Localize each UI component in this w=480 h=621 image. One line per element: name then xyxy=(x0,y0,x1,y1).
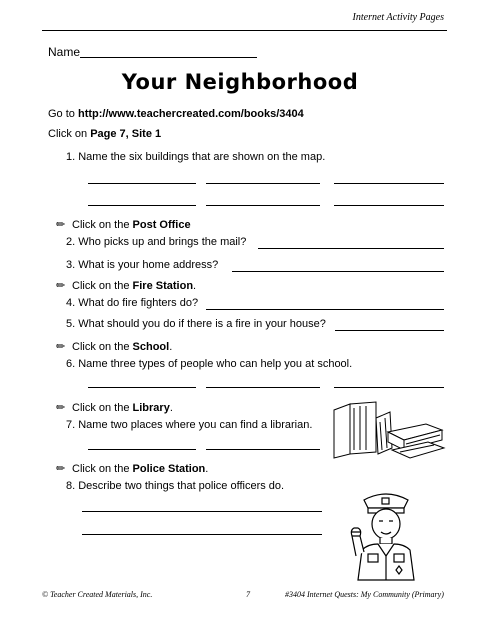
books-illustration xyxy=(330,398,448,460)
question-2: 2. Who picks up and brings the mail? xyxy=(66,236,247,248)
click-prefix: Click on xyxy=(48,128,91,140)
answer-line[interactable] xyxy=(88,449,196,450)
answer-line[interactable] xyxy=(334,205,444,206)
click-target: Page 7, Site 1 xyxy=(90,128,162,140)
section-library: ✏ Click on the Library. xyxy=(56,402,173,414)
question-1: 1. Name the six buildings that are shown on the map. xyxy=(66,151,326,163)
answer-line[interactable] xyxy=(206,205,320,206)
pencil-icon: ✏ xyxy=(56,463,66,475)
footer-book-title: #3404 Internet Quests: My Community (Primary) xyxy=(285,590,444,599)
question-8: 8. Describe two things that police officers do. xyxy=(66,480,285,492)
name-answer-line[interactable] xyxy=(80,57,257,58)
goto-url[interactable]: http://www.teachercreated.com/books/3404 xyxy=(77,108,304,120)
section-fire-station: ✏ Click on the Fire Station. xyxy=(56,280,197,292)
answer-line[interactable] xyxy=(334,387,444,388)
answer-line[interactable] xyxy=(88,387,196,388)
answer-line[interactable] xyxy=(82,511,322,512)
answer-line[interactable] xyxy=(334,183,444,184)
police-officer-illustration xyxy=(338,486,434,582)
footer-page-number: 7 xyxy=(246,590,250,599)
question-3: 3. What is your home address? xyxy=(66,259,219,271)
answer-line[interactable] xyxy=(82,534,322,535)
answer-line[interactable] xyxy=(206,183,320,184)
question-4: 4. What do fire fighters do? xyxy=(66,297,199,309)
question-6: 6. Name three types of people who can help you at school. xyxy=(66,358,353,370)
answer-line[interactable] xyxy=(88,183,196,184)
answer-line[interactable] xyxy=(206,449,320,450)
answer-line[interactable] xyxy=(88,205,196,206)
click-page-line xyxy=(48,128,161,140)
page-title: Your Neighborhood xyxy=(121,70,359,94)
name-label: Name xyxy=(48,45,81,59)
goto-line xyxy=(48,108,304,120)
header-rule xyxy=(42,30,447,31)
answer-line[interactable] xyxy=(258,248,444,249)
pencil-icon: ✏ xyxy=(56,280,66,292)
pencil-icon: ✏ xyxy=(56,341,66,353)
question-5: 5. What should you do if there is a fire in your house? xyxy=(66,318,326,330)
question-7: 7. Name two places where you can find a librarian. xyxy=(66,419,313,431)
answer-line[interactable] xyxy=(206,309,444,310)
answer-line[interactable] xyxy=(232,271,444,272)
section-police-station: ✏ Click on the Police Station. xyxy=(56,463,209,475)
answer-line[interactable] xyxy=(206,387,320,388)
pencil-icon: ✏ xyxy=(56,402,66,414)
goto-prefix: Go to xyxy=(48,108,78,120)
section-school: ✏ Click on the School. xyxy=(56,341,173,353)
section-post-office: ✏ Click on the Post Office xyxy=(56,219,191,231)
answer-line[interactable] xyxy=(335,330,444,331)
series-header: Internet Activity Pages xyxy=(352,12,444,23)
pencil-icon: ✏ xyxy=(56,219,66,231)
footer-copyright: © Teacher Created Materials, Inc. xyxy=(42,590,153,599)
